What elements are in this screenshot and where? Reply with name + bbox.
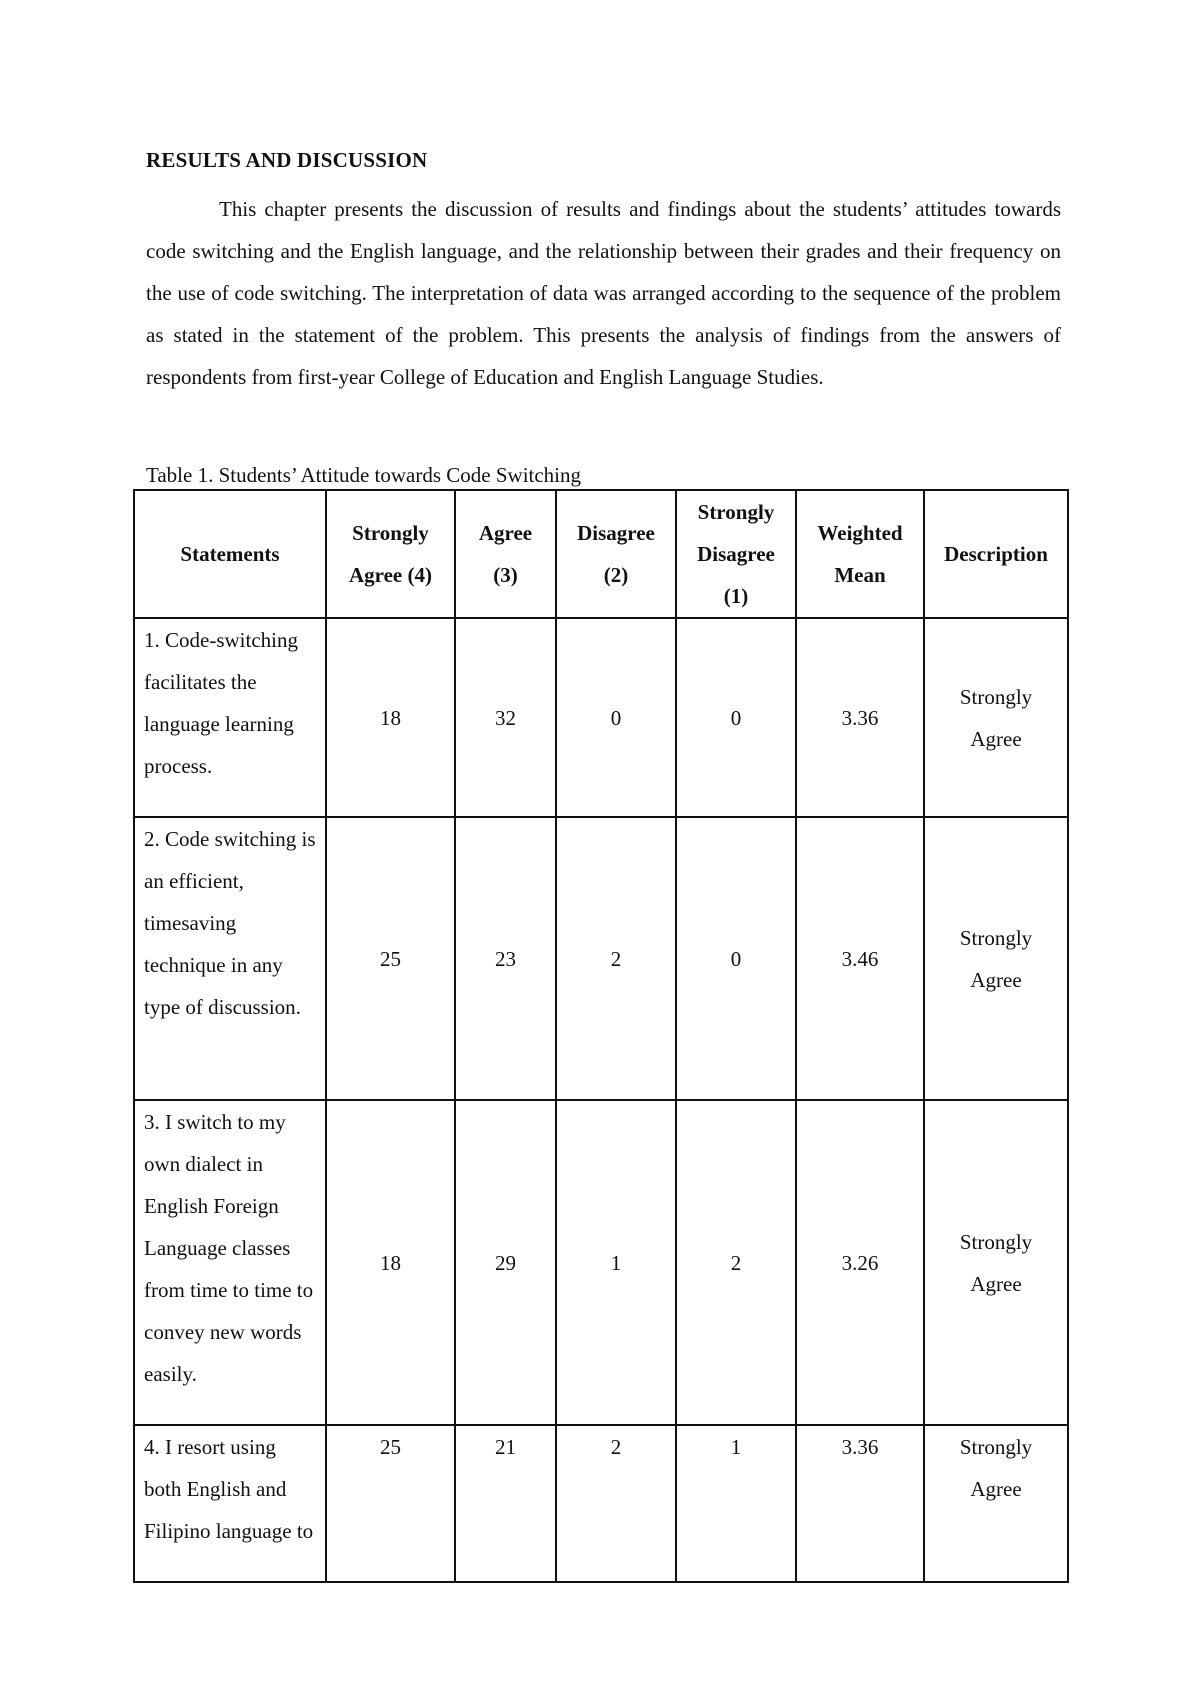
- row-description: Strongly Agree: [924, 618, 1068, 817]
- row-description: Strongly Agree: [924, 1425, 1068, 1582]
- header-disagree: Disagree (2): [556, 490, 676, 618]
- row-statement: 4. I resort using both English and Filipino language to: [134, 1425, 326, 1582]
- header-statements: Statements: [134, 490, 326, 618]
- header-strongly-disagree: Strongly Disagree (1): [676, 490, 796, 618]
- table-row: [134, 1100, 1068, 1425]
- row-agree: 23: [455, 817, 556, 1100]
- row-disagree: 2: [556, 1425, 676, 1582]
- header-description: Description: [924, 490, 1068, 618]
- row-agree: 32: [455, 618, 556, 817]
- intro-paragraph: This chapter presents the discussion of results and findings about the students’ attitudes towards code switching and the English language, and the relationship between their grades and their frequency on the use of code switching. The interpretation of data was arranged according to the sequence of the problem as stated in the statement of the problem. This presents the analysis of findings from the answers of respondents from first-year College of Education and English Language Studies.: [146, 197, 1061, 389]
- header-agree: Agree (3): [455, 490, 556, 618]
- section-heading: RESULTS AND DISCUSSION: [146, 148, 428, 172]
- table-caption: Table 1. Students’ Attitude towards Code Switching: [146, 463, 582, 487]
- row-weighted-mean: 3.46: [796, 817, 924, 1100]
- row-disagree: 0: [556, 618, 676, 817]
- row-statement: 2. Code switching is an efficient, timesaving technique in any type of discussion.: [134, 817, 326, 1100]
- row-agree: 29: [455, 1100, 556, 1425]
- header-strongly-agree: Strongly Agree (4): [326, 490, 455, 618]
- row-statement: 3. I switch to my own dialect in English Foreign Language classes from time to time to convey new words easily.: [134, 1100, 326, 1425]
- row-strongly-agree: 18: [326, 618, 455, 817]
- row-strongly-agree: 25: [326, 1425, 455, 1582]
- row-strongly-disagree: 2: [676, 1100, 796, 1425]
- row-agree: 21: [455, 1425, 556, 1582]
- row-description: Strongly Agree: [924, 817, 1068, 1100]
- table-row: [134, 618, 1068, 817]
- row-disagree: 2: [556, 817, 676, 1100]
- header-weighted-mean: Weighted Mean: [796, 490, 924, 618]
- table-row: [134, 817, 1068, 1100]
- row-weighted-mean: 3.36: [796, 618, 924, 817]
- row-strongly-agree: 18: [326, 1100, 455, 1425]
- row-strongly-disagree: 1: [676, 1425, 796, 1582]
- row-description: Strongly Agree: [924, 1100, 1068, 1425]
- table-row: [134, 1425, 1068, 1582]
- table-header-row: [134, 490, 1068, 618]
- row-disagree: 1: [556, 1100, 676, 1425]
- row-weighted-mean: 3.36: [796, 1425, 924, 1582]
- row-statement: 1. Code-switching facilitates the language learning process.: [134, 618, 326, 817]
- row-strongly-disagree: 0: [676, 618, 796, 817]
- row-strongly-agree: 25: [326, 817, 455, 1100]
- row-weighted-mean: 3.26: [796, 1100, 924, 1425]
- attitude-table: [133, 489, 1069, 1583]
- row-strongly-disagree: 0: [676, 817, 796, 1100]
